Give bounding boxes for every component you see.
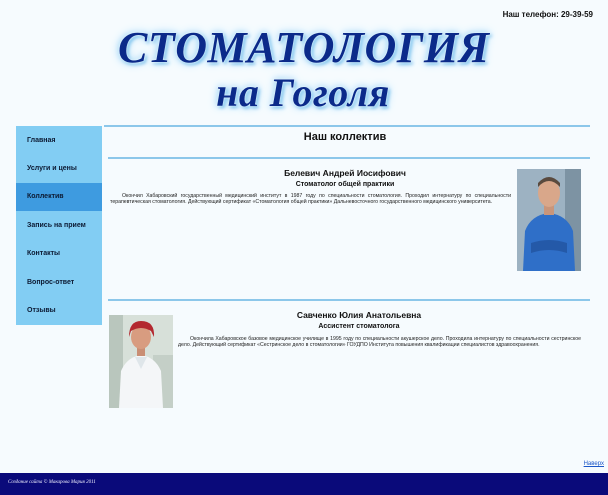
nav-item-team[interactable]: Коллектив	[16, 183, 102, 211]
staff-role: Ассистент стоматолога	[318, 323, 400, 330]
assistant-photo-image	[109, 315, 173, 408]
staff-photo	[109, 315, 173, 408]
footer	[0, 473, 608, 495]
staff-photo	[517, 169, 581, 271]
site-logo[interactable]	[118, 22, 488, 122]
page-title: Наш коллектив	[303, 131, 387, 143]
back-to-top-link[interactable]: Наверх	[583, 461, 604, 467]
phone-number: Наш телефон: 29-39-59	[502, 10, 593, 19]
logo-subtitle: на Гоголя	[216, 70, 390, 115]
section-divider	[108, 299, 590, 301]
nav-item-services[interactable]: Услуги и цены	[27, 165, 77, 173]
nav-item-home[interactable]: Главная	[27, 136, 56, 144]
doctor-photo-image	[517, 169, 581, 271]
staff-name: Белевич Андрей Иосифович	[284, 168, 406, 178]
staff-role: Стоматолог общей практики	[295, 181, 395, 188]
section-divider	[108, 157, 590, 159]
nav-item-faq[interactable]: Вопрос-ответ	[27, 278, 75, 286]
nav-item-reviews[interactable]: Отзывы	[27, 307, 56, 315]
footer-credit: Создание сайта © Макарова Мария 2011	[8, 480, 96, 485]
sidebar-nav	[16, 126, 102, 325]
nav-item-contacts[interactable]: Контакты	[27, 250, 61, 258]
staff-name: Савченко Юлия Анатольевна	[296, 310, 422, 320]
nav-item-appointment[interactable]: Запись на прием	[27, 221, 86, 229]
staff-bio: Окончил Хабаровский государственный медицинский институт в 1987 году по специальности стоматология. Проходил интернатуру по специальности терапевтическая стоматология. Действующий сертификат «Стоматология общей практики» Дальневосточного государственного медицинского университета.	[110, 193, 511, 206]
staff-bio: Окончила Хабаровское базовое медицинское училище в 1995 году по специальности акушерское дело. Проходила интернатуру по специальности сестринское дело. Действующий сертификат «Сестринское дело в стоматологии» ГОУДПО Института повышения квалификации специалистов здравоохранения.	[178, 336, 581, 349]
logo-title: СТОМАТОЛОГИЯ	[118, 23, 490, 72]
header-divider	[104, 125, 590, 127]
